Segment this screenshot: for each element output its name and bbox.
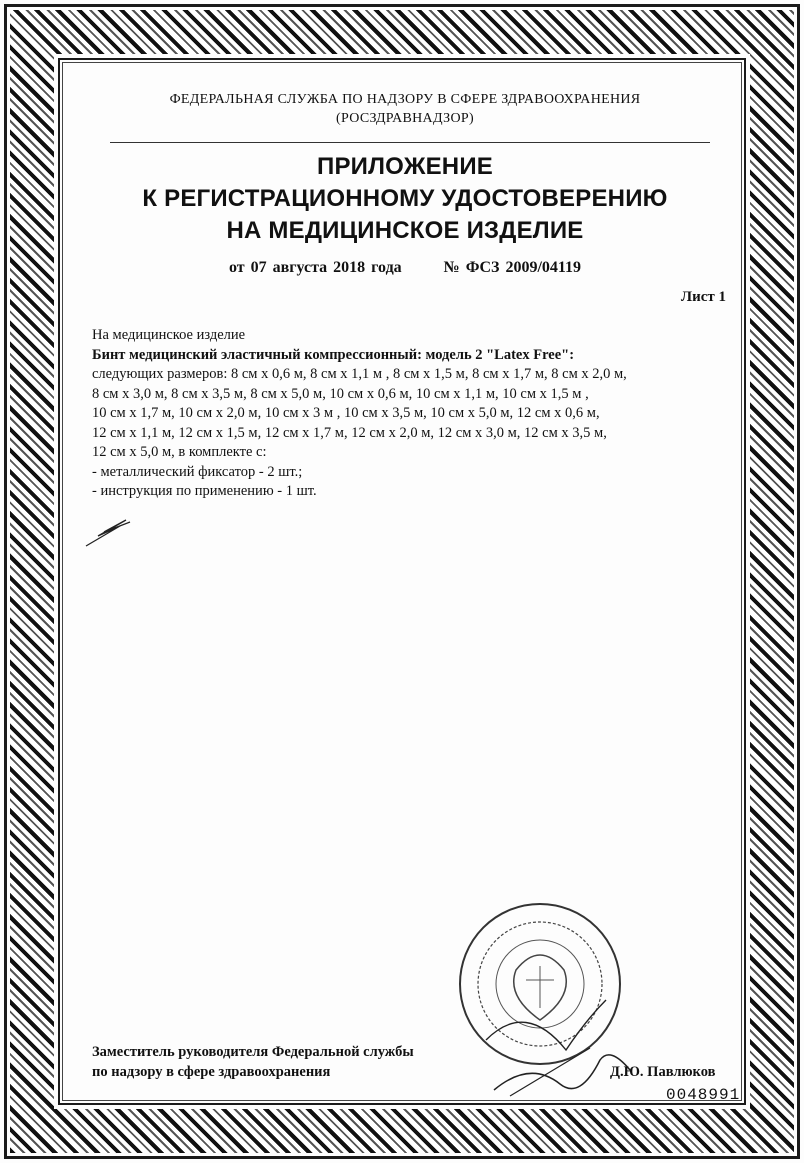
document-content (80, 80, 741, 1104)
product-name: Бинт медицинский эластичный компрессионный: модель 2 "Latex Free": (92, 346, 575, 363)
sheet-number: Лист 1 (680, 289, 726, 305)
date-number-line (80, 259, 730, 277)
document-title (80, 151, 730, 247)
end-of-text-scribble (80, 512, 140, 552)
title-line-2: К РЕГИСТРАЦИОННОМУ УДОСТОВЕРЕНИЮ (142, 185, 668, 212)
sizes-line: 8 см х 3,0 м, 8 см х 3,5 м, 8 см х 5,0 м, 10 см х 0,6 м, 10 см х 1,1 м, 10 см х 1,5 м , (92, 385, 589, 402)
kit-item: - металлический фиксатор - 2 шт.; (92, 463, 303, 480)
title-line-3: НА МЕДИЦИНСКОЕ ИЗДЕЛИЕ (226, 217, 584, 244)
agency-header (80, 90, 730, 128)
form-serial-number: 0048991 (666, 1086, 741, 1104)
kit-item: - инструкция по применению - 1 шт. (92, 483, 317, 499)
agency-name: ФЕДЕРАЛЬНАЯ СЛУЖБА ПО НАДЗОРУ В СФЕРЕ ЗДРАВООХРАНЕНИЯ (169, 92, 641, 107)
issue-date: от 07 августа 2018 года (228, 259, 402, 276)
sizes-line: 12 см х 1,1 м, 12 см х 1,5 м, 12 см х 1,7 м, 12 см х 2,0 м, 12 см х 3,0 м, 12 см х 3,5 м, (92, 424, 607, 441)
registration-number: № ФСЗ 2009/04119 (443, 259, 582, 276)
sizes-line: следующих размеров: 8 см х 0,6 м, 8 см х 1,1 м , 8 см х 1,5 м, 8 см х 1,7 м, 8 см х 2,0 м, (92, 366, 627, 382)
position-line-1: Заместитель руководителя Федеральной службы (92, 1044, 414, 1060)
intro-line: На медицинское изделие (92, 327, 246, 343)
header-divider (110, 142, 710, 143)
signatory-name: Д.Ю. Павлюков (610, 1064, 716, 1080)
title-line-1: ПРИЛОЖЕНИЕ (317, 153, 493, 180)
agency-abbreviation: (РОСЗДРАВНАДЗОР) (336, 111, 474, 126)
position-line-2: по надзору в сфере здравоохранения (92, 1064, 331, 1080)
sizes-line: 12 см х 5,0 м, в комплекте с: (92, 444, 267, 460)
sizes-line: 10 см х 1,7 м, 10 см х 2,0 м, 10 см х 3 м , 10 см х 3,5 м, 10 см х 5,0 м, 12 см х 0,6 м, (92, 405, 600, 421)
device-description (80, 326, 730, 502)
